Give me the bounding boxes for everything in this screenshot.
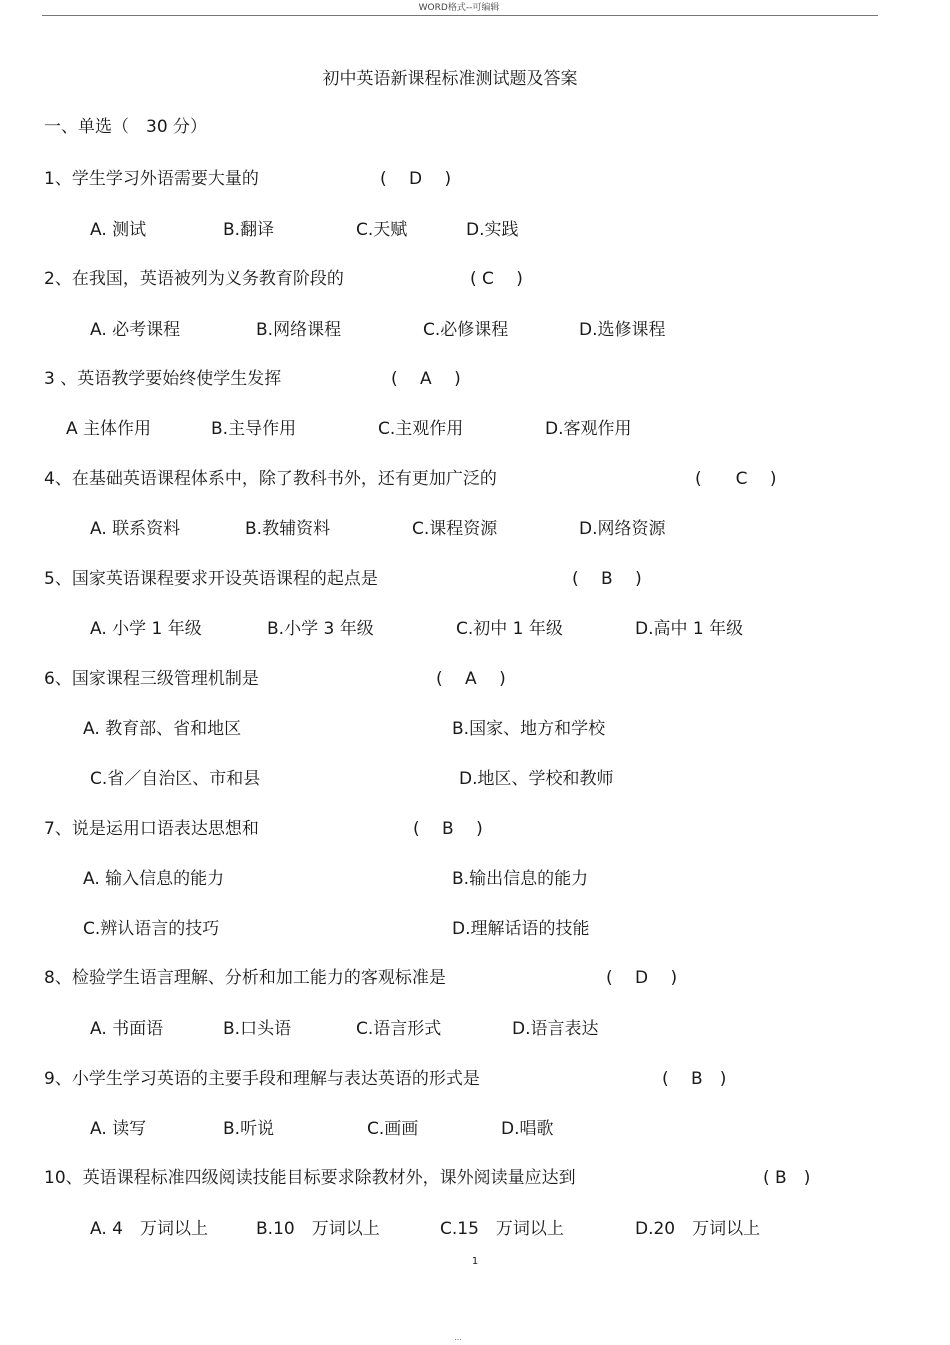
question-stem: 4、在基础英语课程体系中，除了教科书外，还有更加广泛的	[44, 469, 497, 489]
option: C.主观作用	[378, 419, 464, 439]
question-answer: ( B )	[572, 569, 642, 589]
option: D.唱歌	[501, 1119, 554, 1139]
option: A. 读写	[90, 1119, 147, 1139]
option: A. 教育部、省和地区	[83, 719, 242, 739]
option: A. 必考课程	[90, 320, 181, 340]
option: B.网络课程	[256, 320, 342, 340]
option: B.教辅资料	[245, 519, 331, 539]
question-answer: ( B )	[413, 819, 483, 839]
option: B.听说	[223, 1119, 275, 1139]
option: A. 联系资料	[90, 519, 181, 539]
question-answer: ( A )	[391, 369, 461, 389]
question-stem: 10、英语课程标准四级阅读技能目标要求除教材外，课外阅读量应达到	[44, 1168, 576, 1188]
option: D.地区、学校和教师	[459, 769, 614, 789]
option: D.客观作用	[545, 419, 632, 439]
option: A. 测试	[90, 220, 147, 240]
question-stem: 6、国家课程三级管理机制是	[44, 669, 259, 689]
option: A 主体作用	[66, 419, 152, 439]
question-stem: 2、在我国，英语被列为义务教育阶段的	[44, 269, 344, 289]
option: B.翻译	[223, 220, 275, 240]
question-stem: 9、小学生学习英语的主要手段和理解与表达英语的形式是	[44, 1069, 480, 1089]
question-answer: ( D )	[606, 968, 678, 988]
option: B.小学 3 年级	[267, 619, 374, 639]
header-rule	[42, 15, 878, 16]
option: B.主导作用	[211, 419, 297, 439]
option: D.语言表达	[512, 1019, 599, 1039]
question-stem: 8、检验学生语言理解、分析和加工能力的客观标准是	[44, 968, 446, 988]
question-answer: ( B )	[662, 1069, 727, 1089]
option: A. 输入信息的能力	[83, 869, 225, 889]
question-stem: 3 、英语教学要始终使学生发挥	[44, 369, 282, 389]
option: D.选修课程	[579, 320, 666, 340]
option: A. 4 万词以上	[90, 1219, 208, 1239]
option: C.课程资源	[412, 519, 498, 539]
question-answer: ( A )	[436, 669, 506, 689]
option: D.高中 1 年级	[635, 619, 744, 639]
footer-mark: ...	[454, 1333, 462, 1342]
section-heading: 一、单选（ 30 分）	[44, 117, 208, 137]
question-stem: 1、学生学习外语需要大量的	[44, 169, 259, 189]
option: C.初中 1 年级	[456, 619, 563, 639]
option: C.语言形式	[356, 1019, 442, 1039]
option: C.15 万词以上	[440, 1219, 564, 1239]
document-title: 初中英语新课程标准测试题及答案	[322, 69, 578, 89]
option: D.20 万词以上	[635, 1219, 761, 1239]
option: A. 书面语	[90, 1019, 164, 1039]
option: C.辨认语言的技巧	[83, 919, 220, 939]
option: C.省／自治区、市和县	[90, 769, 261, 789]
question-answer: ( B )	[763, 1168, 811, 1188]
question-answer: ( D )	[380, 169, 452, 189]
page-number: 1	[471, 1256, 479, 1267]
question-answer: ( C )	[470, 269, 523, 289]
option: C.必修课程	[423, 320, 509, 340]
option: B.输出信息的能力	[452, 869, 589, 889]
question-stem: 7、说是运用口语表达思想和	[44, 819, 259, 839]
option: B.口头语	[223, 1019, 292, 1039]
option: D.实践	[466, 220, 519, 240]
option: D.理解话语的技能	[452, 919, 590, 939]
question-answer: ( C )	[695, 469, 777, 489]
option: D.网络资源	[579, 519, 666, 539]
question-stem: 5、国家英语课程要求开设英语课程的起点是	[44, 569, 378, 589]
option: A. 小学 1 年级	[90, 619, 202, 639]
option: C.画画	[367, 1119, 419, 1139]
page-header-text: WORD格式--可编辑	[418, 3, 500, 13]
option: C.天赋	[356, 220, 408, 240]
option: B.国家、地方和学校	[452, 719, 606, 739]
option: B.10 万词以上	[256, 1219, 380, 1239]
